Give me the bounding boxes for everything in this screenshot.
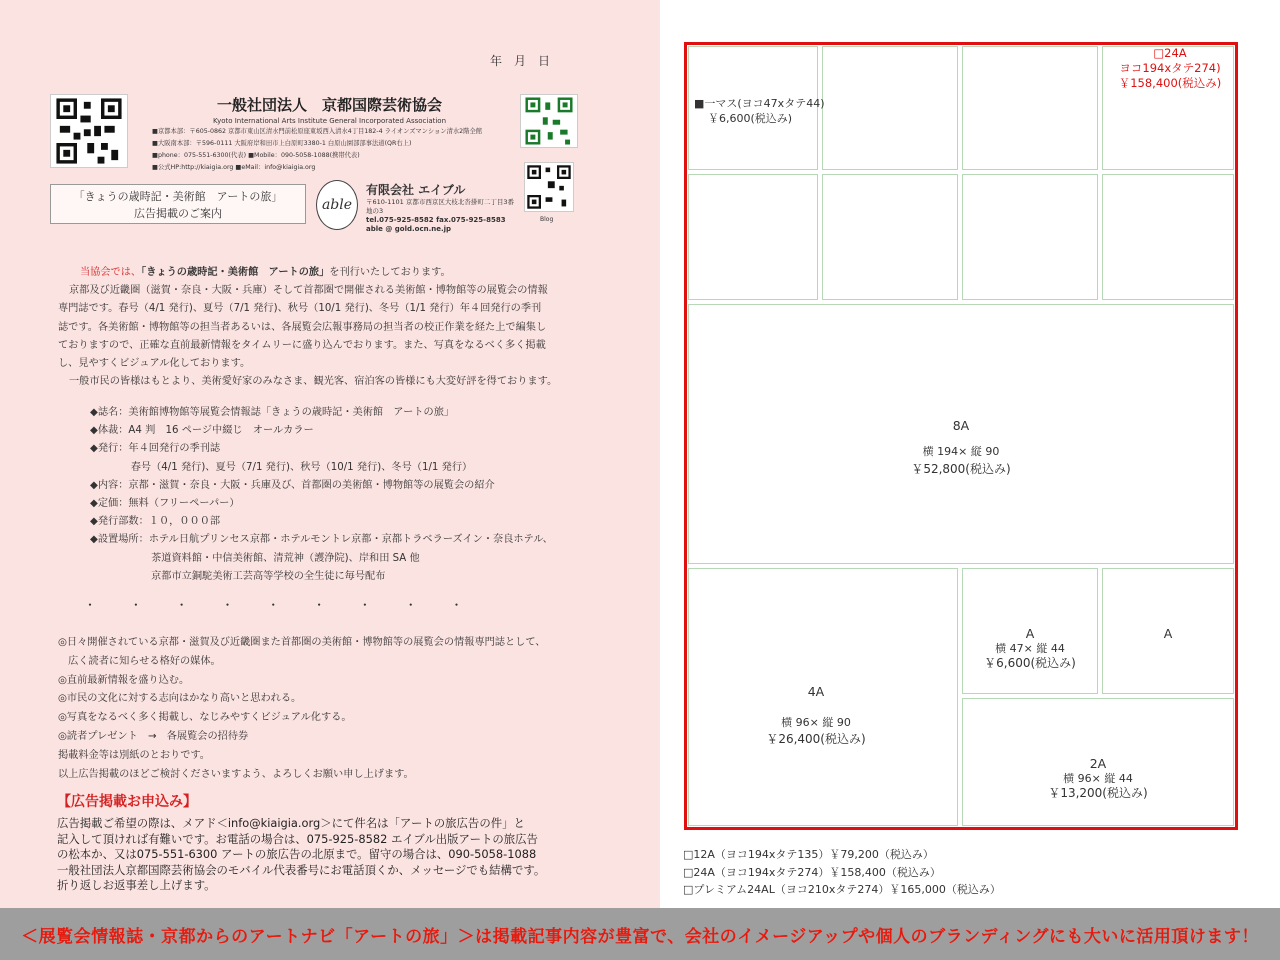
spec-item: ◆定価：無料（フリーペーパー） (90, 498, 240, 510)
4a-price: ￥26,400(税込み) (766, 732, 866, 746)
masu-size: ■一マス(ヨコ47xタテ44) (694, 97, 825, 110)
8a-size: 横 194× 縦 90 (922, 445, 1000, 458)
title-box-line2: 広告掲載のご案内 (134, 207, 222, 220)
a-size: 横 47× 縦 44 (995, 642, 1065, 655)
2a-name: 2A (1089, 756, 1107, 771)
a-price: ￥6,600(税込み) (984, 656, 1076, 670)
brochure-left-page (0, 0, 660, 908)
intro-line: 京都及び近畿圏（滋賀・奈良・大阪・兵庫）そして首都圏で開催される美術館・博物館等の展覧会の情報 (69, 285, 548, 297)
apply-line: 一般社団法人京都国際芸術協会のモバイル代表番号にお電話頂くか、メッセージでも結構です。 (57, 862, 546, 877)
spec-item: ◆発行部数：１０，０００部 (90, 516, 221, 528)
phone-line: ■phone：075-551-6300(代表) ■Mobile：090-5058-1088(携帯代表) (152, 152, 360, 159)
spec-item: ◆内容：京都・滋賀・奈良・大阪・兵庫及び、首都圏の美術館・博物館等の展覧会の紹介 (90, 479, 495, 491)
qr-code-icon (50, 94, 128, 168)
a2-label: A (1163, 626, 1173, 641)
a-label (962, 626, 1098, 671)
promo-banner: ＜展覧会情報誌・京都からのアートナビ「アートの旅」＞は掲載記事内容が豊富で、会社のイメージアップや個人のブランディングにも大いに活用頂けます！ (0, 908, 1280, 960)
8a-label (688, 418, 1234, 477)
4a-size: 横 96× 縦 90 (781, 716, 851, 729)
8a-name: 8A (952, 418, 970, 433)
24a-size: ヨコ194xタテ274) (1119, 61, 1221, 75)
intro-text (58, 264, 588, 391)
2a-price: ￥13,200(税込み) (1048, 786, 1148, 800)
intro-line: 専門誌です。春号（4/1 発行)、夏号（7/1 発行)、秋号（10/1 発行)、冬号（1/1 発行）年４回発行の季刊 (58, 303, 542, 315)
title-box (50, 184, 306, 224)
price-item: □24A（ヨコ194xタテ274）￥158,400（税込み） (683, 865, 941, 879)
feature-item: ◎写真をなるべく多く掲載し、なじみやすくビジュアル化する。 (58, 712, 352, 724)
feature-item: ◎市民の文化に対する志向はかなり高いと思われる。 (58, 693, 302, 705)
blog-label: Blog (540, 216, 554, 223)
spec-item: 春号（4/1 発行)、夏号（7/1 発行)、秋号（10/1 発行)、冬号（1/1 発行） (90, 461, 473, 473)
apply-heading: 【広告掲載お申込み】 (57, 794, 197, 810)
spec-item: ◆発行：年４回発行の季刊誌 (90, 443, 221, 455)
price-item: □12A（ヨコ194xタテ135）￥79,200（税込み） (683, 848, 934, 861)
spec-item: ◆設置場所：ホテル日航プリンセス京都・ホテルモントレ京都・京都トラベラーズイン・奈良ホテル、 (90, 534, 553, 546)
qr-code-icon (520, 94, 578, 148)
able-company-name: 有限会社 エイブル (366, 183, 466, 197)
spec-item: ◆体裁：A4 判 16 ページ中綴じ オールカラー (90, 425, 314, 437)
address-osaka: ■大阪南本部：〒596-0111 大阪府岸和田市上白原町3380-1 白原山園部部事法道(QR右上) (152, 140, 412, 147)
feature-item: 掲載料金等は別紙のとおりです。 (58, 749, 210, 761)
intro-line: 誌です。各美術館・博物館等の担当者あるいは、各展覧会広報事務局の担当者の校正作業を経た上で編集し (58, 321, 547, 333)
able-phone: tel.075-925-8582 fax.075-925-8583 (366, 216, 506, 224)
24a-label (1108, 46, 1232, 91)
masu-price: ￥6,600(税込み) (708, 112, 793, 125)
8a-price: ￥52,800(税込み) (911, 462, 1011, 476)
2a-size: 横 96× 縦 44 (1063, 772, 1133, 785)
apply-line: の松本か、又は075-551-6300 アートの旅広告の北原まで。留守の場合は、090-5058-1088 (57, 847, 537, 861)
24a-price: ￥158,400(税込み) (1118, 76, 1222, 90)
apply-text (57, 816, 617, 894)
intro-line: 一般市民の皆様はもとより、美術愛好家のみなさま、観光客、宿泊客の皆様にも大変好評を得ております。 (69, 376, 558, 388)
address-kyoto: ■京都本部：〒605-0862 京都市東山区清水門前松原座東坂西入清水4丁目182-4 ライオンズマンション清水2階全館 (152, 128, 483, 135)
organization-header (152, 94, 507, 173)
feature-list (58, 634, 618, 784)
intro-line: し、見やすくビジュアル化しております。 (58, 358, 251, 370)
apply-line: 折り返しお返事差し上げます。 (57, 878, 216, 892)
intro-lead-red: 当協会では、 (80, 267, 142, 278)
spec-list (90, 404, 610, 586)
masu-label (694, 96, 824, 126)
4a-label (688, 684, 944, 747)
feature-item: ◎直前最新情報を盛り込む。 (58, 674, 190, 686)
price-item: □プレミアム24AL（ヨコ210xタテ274）￥165,000（税込み） (683, 883, 1001, 896)
title-box-line1: 「きょうの歳時記・美術館 アートの旅」 (73, 190, 283, 203)
web-line: ■公式HP:http://kiaigia.org ■eMail：info@kiaigia.org (152, 164, 316, 171)
organization-name: 一般社団法人 京都国際芸術協会 (216, 96, 442, 114)
organization-name-en: Kyoto International Arts Institute General Incorporated Association (212, 117, 447, 125)
intro-lead-title: 「きょうの歳時記・美術館 アートの旅」 (141, 267, 330, 278)
apply-line: 広告掲載ご希望の際は、メアド＜info@kiaigia.org＞にて件名は「アートの旅広告の件」と (57, 816, 525, 830)
able-logo: able (316, 180, 358, 230)
2a-label (962, 756, 1234, 801)
dot-divider: ・ ・ ・ ・ ・ ・ ・ ・ ・ (84, 598, 463, 612)
able-address: 〒610-1101 京都市西京区大枝北沓掛町二丁目3番地の3 (366, 198, 514, 215)
spec-item: 茶道資料館・中信美術館、清荒神（護浄院)、岸和田 SA 他 (90, 552, 420, 564)
feature-item: 以上広告掲載のほどご検討くださいますよう、よろしくお願い申し上げます。 (58, 768, 414, 780)
feature-item: ◎読者プレゼント → 各展覧会の招待券 (58, 730, 249, 742)
4a-name: 4A (807, 684, 825, 699)
apply-line: 記入して頂ければ有難いです。お電話の場合は、075-925-8582 エイブル出版アートの旅広告 (57, 831, 538, 846)
date-line: 年 月 日 (490, 54, 551, 68)
intro-lead-rest: を刊行いたしております。 (329, 267, 451, 278)
a-name: A (1025, 626, 1035, 641)
intro-lead (58, 264, 588, 282)
price-list (683, 846, 1001, 899)
24a-name: □24A (1153, 46, 1187, 60)
intro-line: ておりますので、正確な直前最新情報をタイムリーに盛り込んでおります。また、写真をなるべく多く掲載 (58, 339, 546, 351)
qr-code-icon (524, 162, 574, 212)
feature-item: 広く読者に知らせる格好の媒体。 (58, 655, 221, 667)
able-company-info (366, 182, 516, 234)
feature-item: ◎日々開催されている京都・滋賀及び近畿圏また首都圏の美術館・博物館等の展覧会の情報専門誌として、 (58, 637, 546, 648)
spec-item: 京都市立銅駝美術工芸高等学校の全生徒に毎号配布 (90, 570, 386, 582)
able-email: able @ gold.ocn.ne.jp (366, 225, 452, 233)
spec-item: ◆誌名：美術館博物館等展覧会情報誌「きょうの歳時記・美術館 アートの旅」 (90, 407, 455, 418)
